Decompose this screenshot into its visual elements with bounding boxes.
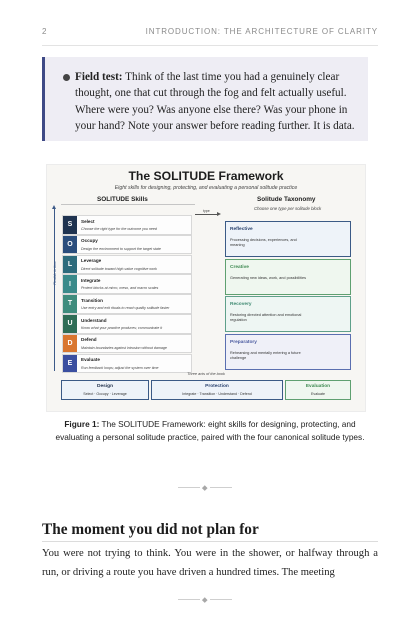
act-name: Evaluation	[305, 384, 331, 389]
act-design	[61, 380, 149, 400]
skill-description: Direct solitude toward high-value cognitive work	[81, 266, 157, 271]
type-name: Reflective	[230, 227, 253, 232]
type-name: Creative	[230, 264, 249, 270]
arrow-right-icon	[217, 212, 221, 216]
skill-description: Use entry and exit rituals to reach quality solitude faster	[81, 306, 170, 311]
skill-letter: T	[63, 295, 77, 313]
skill-letter: O	[63, 236, 77, 254]
running-header	[42, 27, 378, 39]
running-title: INTRODUCTION: THE ARCHITECTURE OF CLARITY	[145, 27, 378, 36]
skills-heading: SOLITUDE Skills	[97, 196, 148, 203]
figure-subtitle: Eight skills for designing, protecting, and evaluating a personal solitude practice	[114, 185, 298, 191]
type-arrow-label: type	[203, 209, 210, 213]
skill-integrate	[62, 274, 192, 294]
skill-letter: E	[63, 355, 77, 373]
type-creative	[225, 259, 351, 295]
skill-letter: U	[63, 315, 77, 333]
diamond-icon	[202, 597, 207, 602]
taxonomy-heading: Solitude Taxonomy	[257, 196, 316, 203]
callout-paragraph	[75, 69, 356, 134]
axis-label: Flexible in time	[53, 261, 57, 285]
skill-name: Integrate	[81, 277, 101, 283]
diamond-icon	[202, 485, 207, 490]
page-footer-ornament	[178, 596, 232, 602]
type-description: Processing decisions, experiences, and meaning	[230, 238, 297, 247]
skill-letter: S	[63, 216, 77, 234]
type-reflective	[225, 221, 351, 257]
act-name: Protection	[205, 384, 229, 389]
skill-description: Choose the right type for the outcome you need	[81, 227, 157, 231]
skill-name: Understand	[81, 317, 107, 323]
skill-description: Maintain boundaries against intrusion without damage	[81, 345, 167, 350]
solitude-framework-figure	[46, 164, 366, 412]
figure-caption	[50, 418, 370, 443]
bullet-icon	[63, 74, 70, 81]
callout-text: Think of the last time you had a genuinely clear thought, one that cut through the fog and felt actually useful. Where were you? Was anyone else there? Was your phone in your hand? Note your answer before reading further. It is data.	[75, 71, 355, 132]
field-test-callout	[42, 57, 368, 141]
skill-letter: D	[63, 335, 77, 353]
act-description: Integrate · Transition · Understand · Defend	[182, 392, 252, 396]
section-ornament	[178, 484, 232, 490]
body-paragraph: You were not trying to think. You were in the shower, or halfway through a run, or driving a route you have driven a hundred times. The meeting	[42, 548, 378, 578]
ornament-line-right	[210, 487, 232, 488]
ornament-line-left	[178, 599, 200, 600]
act-description: Evaluate	[311, 392, 325, 396]
skill-description: Protect blocks at micro, meso, and macro scales	[81, 286, 159, 291]
skill-occupy	[62, 235, 192, 255]
skill-letter: L	[63, 256, 77, 274]
skill-description: Run feedback loops; adjust the system over time	[81, 365, 159, 370]
skill-name: Defend	[81, 337, 97, 343]
skill-defend	[62, 334, 192, 354]
type-name: Recovery	[230, 302, 252, 307]
type-recovery	[225, 296, 351, 332]
skill-name: Evaluate	[81, 357, 100, 363]
skill-name: Select	[81, 218, 95, 224]
section-heading: The moment you did not plan for	[42, 521, 259, 538]
ornament-line-left	[178, 487, 200, 488]
act-description: Select · Occupy · Leverage	[83, 392, 127, 396]
act-protection	[151, 380, 283, 400]
skill-name: Occupy	[81, 238, 98, 244]
skill-letter: I	[63, 275, 77, 293]
skill-description: Know what your practice produces; communicate it	[81, 326, 163, 330]
taxonomy-subheading: Choose one type per solitude block	[254, 206, 322, 211]
skill-select	[62, 215, 192, 235]
skill-name: Leverage	[81, 258, 102, 264]
type-description: Rehearsing and mentally entering a future challenge	[230, 350, 301, 360]
act-evaluation	[285, 380, 351, 400]
skill-evaluate	[62, 354, 192, 374]
act-name: Design	[97, 384, 113, 389]
type-name: Preparatory	[230, 339, 257, 345]
skill-name: Transition	[81, 297, 103, 303]
page-number: 2	[42, 27, 48, 36]
type-arrow	[195, 210, 221, 218]
type-arrow-line	[195, 214, 217, 215]
type-description: Restoring directed attention and emotional regulation	[230, 313, 302, 322]
figure-title: The SOLITUDE Framework	[128, 169, 284, 183]
type-preparatory	[225, 334, 351, 370]
ornament-line-right	[210, 599, 232, 600]
section-divider	[42, 541, 378, 542]
skill-transition	[62, 294, 192, 314]
skills-heading-rule	[61, 204, 195, 205]
header-divider	[42, 45, 378, 46]
time-axis	[52, 205, 58, 371]
caption-text: The SOLITUDE Framework: eight skills for designing, protecting, and evaluating a personal solitude practice, paired with the four canonical solitude types.	[55, 419, 365, 442]
caption-label: Figure 1:	[64, 419, 100, 429]
skill-understand	[62, 314, 192, 334]
callout-label: Field test:	[75, 71, 123, 83]
skill-leverage	[62, 255, 192, 275]
acts-caption: Three acts of the book	[187, 372, 225, 376]
skill-description: Design the environment to support the target state	[81, 246, 161, 251]
type-description: Generating new ideas, work, and possibilities	[230, 275, 306, 280]
